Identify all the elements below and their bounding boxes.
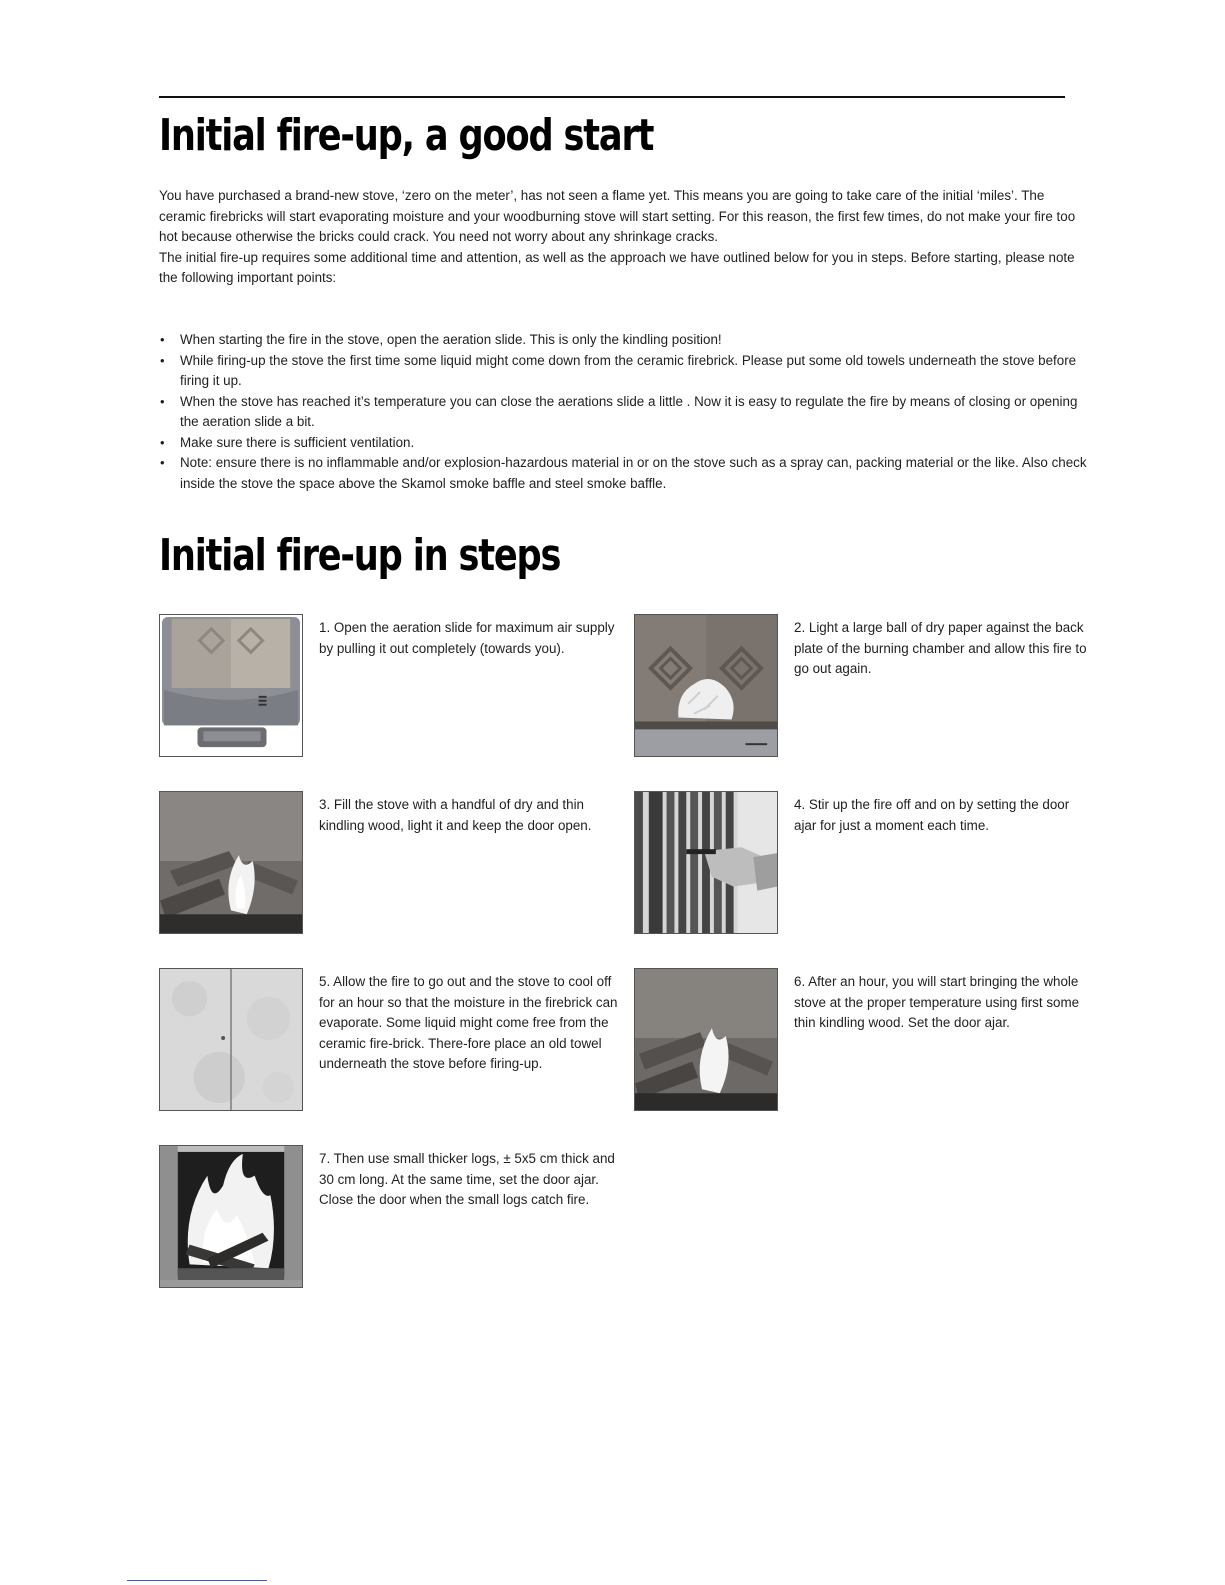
important-points-list — [159, 330, 1091, 494]
top-rule — [159, 96, 1065, 98]
kindling-temperature-photo — [634, 968, 778, 1111]
stove-aeration-slide-photo — [159, 614, 303, 757]
step-4-text: 4. Stir up the fire off and on by setting the door ajar for just a moment each time. — [794, 797, 1070, 833]
step-7 — [159, 1145, 619, 1295]
step-3 — [159, 791, 619, 941]
intro-paragraph-2: The initial fire-up requires some additional time and attention, as well as the approach we have outlined below for you in steps. Before starting, please note the following important points: — [159, 249, 1075, 285]
intro-paragraph-1: You have purchased a brand-new stove, ‘zero on the meter’, has not seen a flame yet. This means you are going to take care of the initial ‘miles’. The ceramic firebricks will start evaporating moisture and your woodburning stove will start setting. For this reason, the first few times, do not make your fire too hot because otherwise the bricks could crack. You need not worry about any shrinkage cracks. — [159, 188, 1076, 244]
page-title: Initial fire-up, a good start — [159, 110, 654, 161]
kindling-fire-photo — [159, 791, 303, 934]
step-6 — [634, 968, 1094, 1118]
steps-heading: Initial fire-up in steps — [159, 530, 561, 581]
step-3-text: 3. Fill the stove with a handful of dry and thin kindling wood, light it and keep the door open. — [319, 797, 592, 833]
list-item: • Note: ensure there is no inflammable and/or explosion-hazardous material in or on the stove such as a spray can, packing material or the like. Also check inside the stove the space above the Skamol smoke baffle and steel smoke baffle. — [160, 455, 1087, 491]
door-ajar-hand-photo — [634, 791, 778, 934]
step-2 — [634, 614, 1094, 764]
step-7-text: 7. Then use small thicker logs, ± 5x5 cm thick and 30 cm long. At the same time, set the door ajar. Close the door when the small logs catch fire. — [319, 1151, 615, 1207]
bottom-link-underline — [127, 1580, 267, 1581]
intro-text — [159, 186, 1091, 289]
bullet-icon: • — [160, 352, 165, 368]
step-4 — [634, 791, 1094, 941]
logs-fire-photo — [159, 1145, 303, 1288]
firebrick-photo — [159, 968, 303, 1111]
step-5 — [159, 968, 619, 1118]
list-item: • Make sure there is sufficient ventilation. — [159, 433, 1091, 454]
list-item: • While firing-up the stove the first time some liquid might come down from the ceramic firebrick. Please put some old towels underneath the stove before firing it up. — [160, 352, 1077, 388]
paper-ball-photo — [634, 614, 778, 757]
step-6-text: 6. After an hour, you will start bringing the whole stove at the proper temperature using first some thin kindling wood. Set the door ajar. — [794, 974, 1080, 1030]
bullet-icon: • — [160, 455, 165, 470]
list-item: • When the stove has reached it’s temperature you can close the aerations slide a little . Now it is easy to regulate the fire by means of closing or opening the aeration slide a bit. — [160, 393, 1078, 429]
step-1-text: 1. Open the aeration slide for maximum air supply by pulling it out completely (towards you). — [319, 620, 615, 656]
step-2-text: 2. Light a large ball of dry paper against the back plate of the burning chamber and allow this fire to go out again. — [794, 620, 1087, 676]
step-5-text: 5. Allow the fire to go out and the stove to cool off for an hour so that the moisture in the firebrick can evaporate. Some liquid might come free from the ceramic fire-brick. There-fore place an old towel underneath the stove before firing-up. — [319, 974, 618, 1071]
bullet-icon: • — [160, 332, 165, 347]
step-1 — [159, 614, 619, 764]
bullet-icon: • — [160, 393, 165, 409]
bullet-icon: • — [160, 434, 165, 450]
list-item: • When starting the fire in the stove, open the aeration slide. This is only the kindling position! — [159, 330, 1091, 351]
